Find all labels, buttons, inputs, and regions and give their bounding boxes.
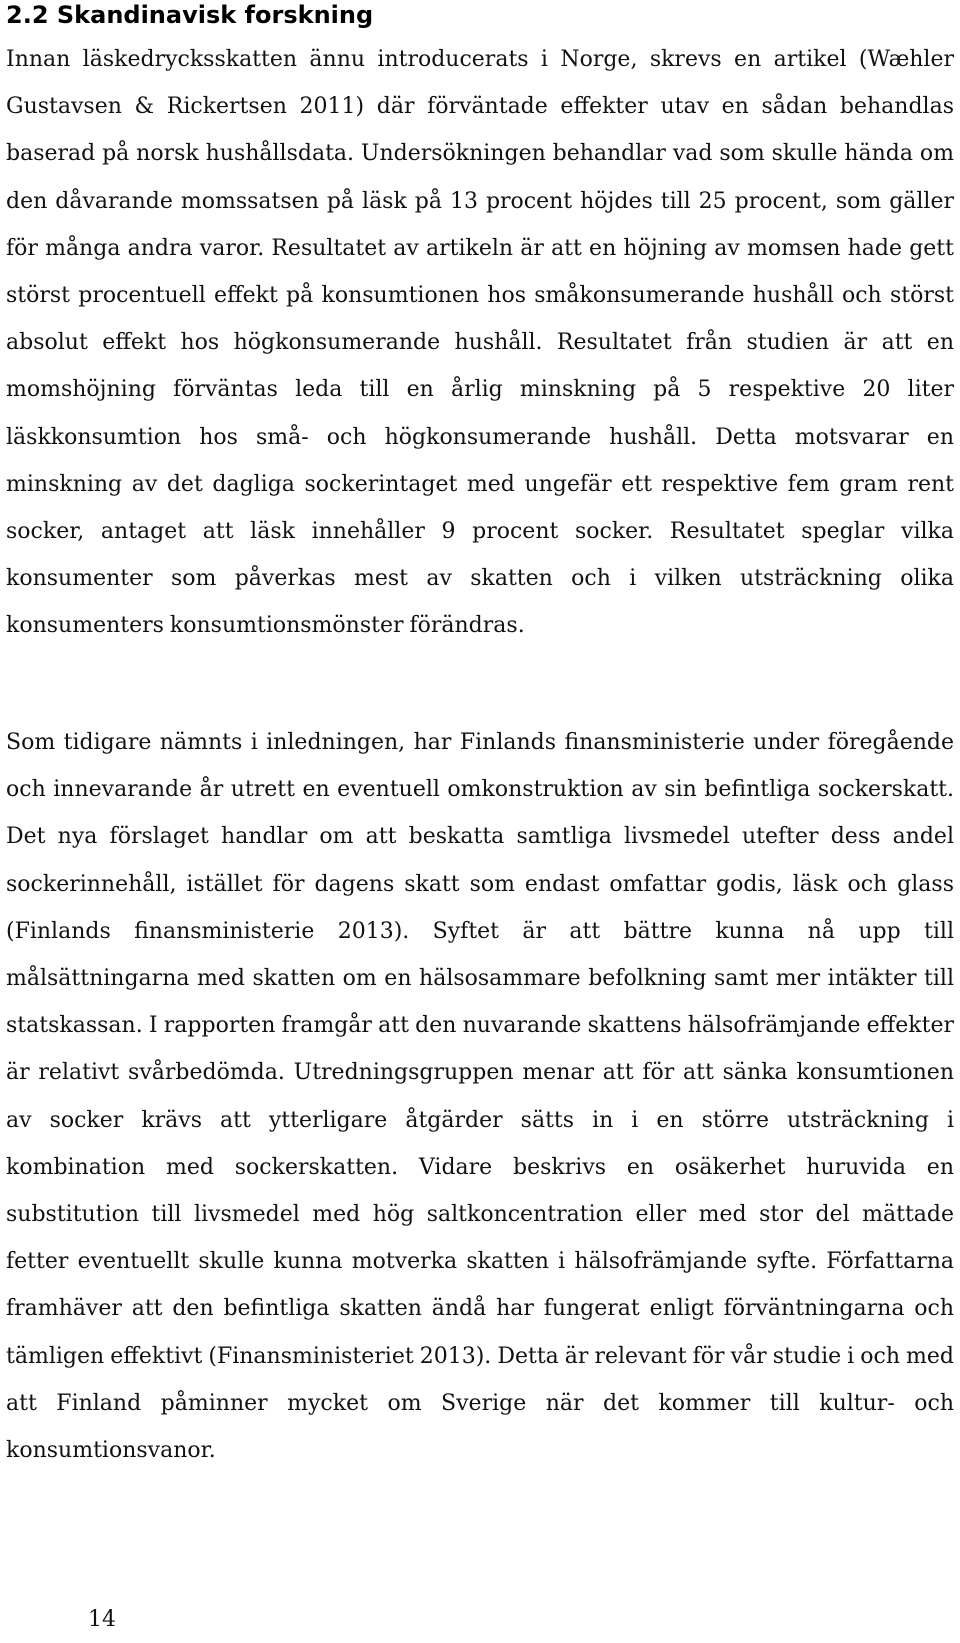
section-heading: 2.2 Skandinavisk forskning bbox=[6, 1, 374, 29]
paragraph-norway-study: Innan läskedrycksskatten ännu introducerats i Norge, skrevs en artikel (Wæhler Gustavsen & Rickertsen 2011) där förväntade effekter utav en sådan behandlas baserad på norsk hushållsdata. Undersökningen behandlar vad som skulle hända om den dåvarande momssatsen på läsk på 13 procent höjdes till 25 procent, som gäller för många andra varor. Resultatet av artikeln är att en höjning av momsen hade gett störst procentuell effekt på konsumtionen hos småkonsumerande hushåll och störst absolut effekt hos högkonsumerande hushåll. Resultatet från studien är att en momshöjning förväntas leda till en årlig minskning på 5 respektive 20 liter läskkonsumtion hos små- och högkonsumerande hushåll. Detta motsvarar en minskning av det dagliga sockerintaget med ungefär ett respektive fem gram rent socker, antaget att läsk innehåller 9 procent socker. Resultatet speglar vilka konsumenter som påverkas mest av skatten och i vilken utsträckning olika konsumenters konsumtionsmönster förändras. bbox=[6, 47, 954, 639]
paragraph-finland-tax: Som tidigare nämnts i inledningen, har Finlands finansministerie under föregående och innevarande år utrett en eventuell omkonstruktion av sin befintliga sockerskatt. Det nya förslaget handlar om att beskatta samtliga livsmedel utefter dess andel sockerinnehåll, istället för dagens skatt som endast omfattar godis, läsk och glass (Finlands finansministerie 2013). Syftet är att bättre kunna nå upp till målsättningarna med skatten om en hälsosammare befolkning samt mer intäkter till statskassan. I rapporten framgår att den nuvarande skattens hälsofrämjande effekter är relativt svårbedömda. Utredningsgruppen menar att för att sänka konsumtionen av socker krävs att ytterligare åtgärder sätts in i en större utsträckning i kombination med sockerskatten. Vidare beskrivs en osäkerhet huruvida en substitution till livsmedel med hög saltkoncentration eller med stor del mättade fetter eventuellt skulle kunna motverka skatten i hälsofrämjande syfte. Författarna framhäver att den befintliga skatten ändå har fungerat enligt förväntningarna och tämligen effektivt (Finansministeriet 2013). Detta är relevant för vår studie i och med att Finland påminner mycket om Sverige när det kommer till kultur- och konsumtionsvanor. bbox=[6, 730, 954, 1464]
page-number: 14 bbox=[88, 1607, 116, 1632]
